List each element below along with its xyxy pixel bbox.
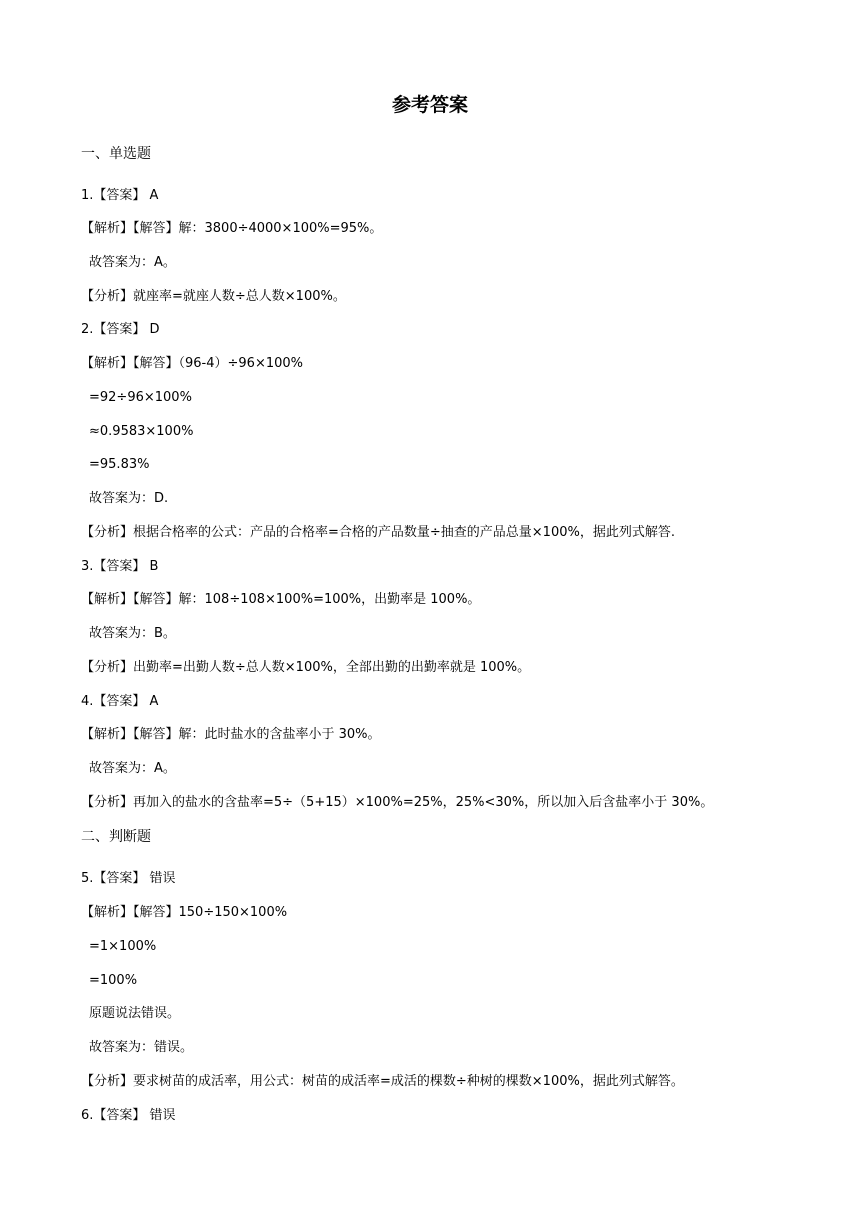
conclusion-3: 故答案为：B。: [89, 626, 176, 641]
analysis-3: 【分析】出勤率=出勤人数÷总人数×100%，全部出勤的出勤率就是 100%。: [81, 660, 531, 675]
analysis-2: 【分析】根据合格率的公式：产品的合格率=合格的产品数量÷抽查的产品总量×100%，据此列式解答.: [81, 525, 675, 540]
statement-5: 原题说法错误。: [89, 1006, 181, 1021]
explanation-4: 【解析】【解答】解：此时盐水的含盐率小于 30%。: [81, 727, 381, 742]
explanation-5: 【解析】【解答】150÷150×100%: [81, 905, 288, 920]
answer-4: 4.【答案】 A: [81, 694, 159, 709]
analysis-5: 【分析】要求树苗的成活率，用公式：树苗的成活率=成活的棵数÷种树的棵数×100%，据此列式解答。: [81, 1074, 684, 1089]
explanation-2: 【解析】【解答】（96-4）÷96×100%: [81, 356, 303, 371]
analysis-4: 【分析】再加入的盐水的含盐率=5÷（5+15）×100%=25%，25%<30%，所以加入后含盐率小于 30%。: [81, 795, 714, 810]
conclusion-1: 故答案为：A。: [89, 255, 176, 270]
conclusion-2: 故答案为：D.: [89, 491, 169, 506]
calc-step-2b: ≈0.9583×100%: [89, 424, 194, 439]
answer-5: 5.【答案】 错误: [81, 871, 176, 886]
answer-6: 6.【答案】 错误: [81, 1108, 176, 1123]
explanation-3: 【解析】【解答】解：108÷108×100%=100%，出勤率是 100%。: [81, 592, 481, 607]
section-heading-true-false: 二、判断题: [81, 829, 151, 845]
answer-1: 1.【答案】 A: [81, 188, 159, 203]
analysis-1: 【分析】就座率=就座人数÷总人数×100%。: [81, 289, 346, 304]
calc-step-2c: =95.83%: [89, 457, 150, 472]
calc-step-5a: =1×100%: [89, 939, 157, 954]
answer-2: 2.【答案】 D: [81, 322, 160, 337]
answer-3: 3.【答案】 B: [81, 559, 159, 574]
section-heading-single-choice: 一、单选题: [81, 146, 151, 162]
page-title: 参考答案: [391, 94, 468, 116]
calc-step-5b: =100%: [89, 973, 138, 988]
conclusion-5: 故答案为：错误。: [89, 1040, 194, 1055]
calc-step-2a: =92÷96×100%: [89, 390, 192, 405]
conclusion-4: 故答案为：A。: [89, 761, 176, 776]
explanation-1: 【解析】【解答】解：3800÷4000×100%=95%。: [81, 221, 383, 236]
